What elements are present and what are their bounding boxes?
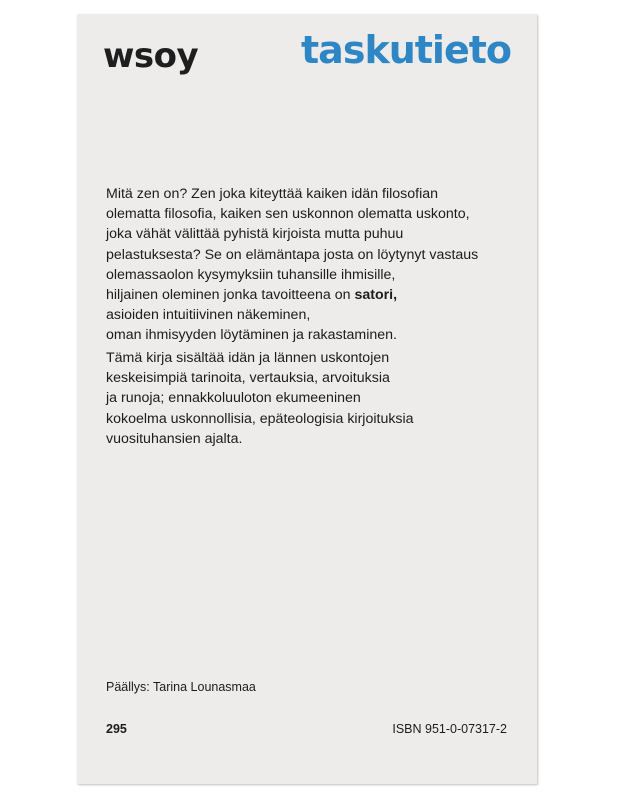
text-line-with-emphasis xyxy=(106,285,506,305)
text-line: vuosituhansien ajalta. xyxy=(106,430,243,447)
text-line: asioiden intuitiivinen näkeminen, xyxy=(106,307,311,324)
text-line: olemassaolon kysymyksiin tuhansille ihmisille, xyxy=(106,266,396,283)
isbn: ISBN 951-0-07317-2 xyxy=(392,722,507,736)
text-line: oman ihmisyyden löytäminen ja rakastaminen. xyxy=(106,327,397,344)
text-line: Tämä kirja sisältää idän ja lännen uskontojen xyxy=(106,350,390,366)
description-paragraph-2 xyxy=(106,348,506,449)
publisher-logo: wsoy xyxy=(103,36,199,76)
text-line: kokoelma uskonnollisia, epäteologisia kirjoituksia xyxy=(106,410,414,427)
cover-credit: Päällys: Tarina Lounasmaa xyxy=(106,680,256,694)
text-line: Mitä zen on? Zen joka kiteyttää kaiken idän filosofian xyxy=(106,186,439,202)
text-line: keskeisimpiä tarinoita, vertauksia, arvoituksia xyxy=(106,370,390,387)
series-title: taskutieto xyxy=(301,28,511,72)
text-line: joka vähät välittää pyhistä kirjoista mutta puhuu xyxy=(106,226,404,243)
text-line: hiljainen oleminen jonka tavoitteena on xyxy=(106,287,355,304)
description-paragraph-1 xyxy=(106,184,506,346)
text-line: olematta filosofia, kaiken sen uskonnon olematta uskonto, xyxy=(106,206,470,223)
book-back-cover xyxy=(77,14,537,784)
text-line: pelastuksesta? Se on elämäntapa josta on löytynyt vastaus xyxy=(106,246,479,263)
series-number: 295 xyxy=(106,722,127,736)
text-line: ja runoja; ennakkoluuloton ekumeeninen xyxy=(106,390,361,407)
emphasized-word: satori, xyxy=(354,287,398,304)
